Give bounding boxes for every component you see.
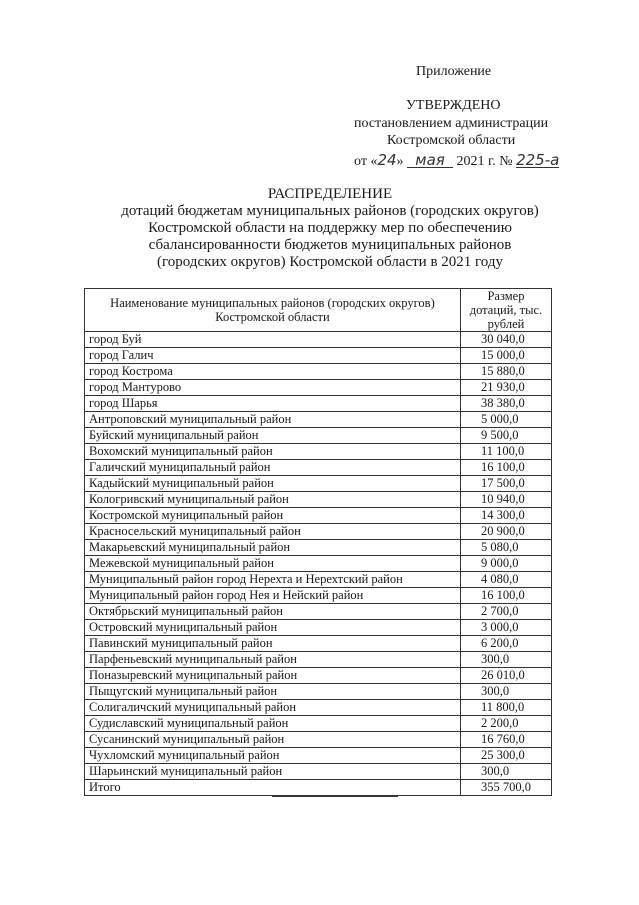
district-name-cell: Муниципальный район город Нея и Нейский район	[85, 588, 461, 604]
table-row	[85, 732, 552, 748]
subsidy-amount-cell: 9 500,0	[460, 428, 551, 444]
table-row	[85, 444, 552, 460]
authority-line: Костромской области	[387, 133, 516, 148]
subsidy-amount-cell: 2 200,0	[460, 716, 551, 732]
district-name-cell: Поназыревский муниципальный район	[85, 668, 461, 684]
table-row	[85, 556, 552, 572]
total-value: 355 700,0	[460, 780, 551, 796]
district-name-cell: Кадыйский муниципальный район	[85, 476, 461, 492]
handwritten-day: 24	[377, 151, 397, 169]
district-name-cell: Костромской муниципальный район	[85, 508, 461, 524]
subsidy-amount-cell: 14 300,0	[460, 508, 551, 524]
district-name-cell: Октябрьский муниципальный район	[85, 604, 461, 620]
table-row	[85, 524, 552, 540]
district-name-cell: город Буй	[85, 332, 461, 348]
title-line-1: дотаций бюджетам муниципальных районов (городских округов)	[121, 203, 539, 219]
subsidy-amount-cell: 26 010,0	[460, 668, 551, 684]
district-name-cell: Макарьевский муниципальный район	[85, 540, 461, 556]
table-row	[85, 700, 552, 716]
table-row	[85, 380, 552, 396]
table-row	[85, 636, 552, 652]
subsidy-distribution-table	[84, 288, 552, 796]
table-row	[85, 604, 552, 620]
subsidy-amount-cell: 300,0	[460, 764, 551, 780]
title-line-2: Костромской области на поддержку мер по обеспечению	[148, 220, 512, 236]
subsidy-amount-cell: 2 700,0	[460, 604, 551, 620]
table-row	[85, 476, 552, 492]
district-name-cell: Чухломский муниципальный район	[85, 748, 461, 764]
table-header-row	[85, 289, 552, 332]
handwritten-month: мая	[407, 154, 453, 168]
table-row	[85, 620, 552, 636]
district-name-cell: Межевской муниципальный район	[85, 556, 461, 572]
subsidy-amount-cell: 16 760,0	[460, 732, 551, 748]
total-label: Итого	[85, 780, 461, 796]
table-row	[85, 588, 552, 604]
subsidy-amount-cell: 25 300,0	[460, 748, 551, 764]
table-row	[85, 364, 552, 380]
district-name-cell: Красносельский муниципальный район	[85, 524, 461, 540]
subsidy-amount-cell: 11 100,0	[460, 444, 551, 460]
subsidy-amount-cell: 6 200,0	[460, 636, 551, 652]
district-name-cell: Вохомский муниципальный район	[85, 444, 461, 460]
subsidy-amount-cell: 3 000,0	[460, 620, 551, 636]
table-row	[85, 492, 552, 508]
table-row	[85, 716, 552, 732]
table-row	[85, 684, 552, 700]
subsidy-amount-cell: 30 040,0	[460, 332, 551, 348]
document-title-block	[60, 186, 600, 271]
subsidy-amount-cell: 16 100,0	[460, 460, 551, 476]
table-row	[85, 396, 552, 412]
document-title: РАСПРЕДЕЛЕНИЕ	[267, 186, 393, 202]
subsidy-amount-cell: 5 080,0	[460, 540, 551, 556]
district-name-cell: Солигаличский муниципальный район	[85, 700, 461, 716]
subsidy-amount-cell: 11 800,0	[460, 700, 551, 716]
district-name-cell: город Шарья	[85, 396, 461, 412]
table-row	[85, 748, 552, 764]
table-row	[85, 652, 552, 668]
appendix-label: Приложение	[416, 64, 492, 79]
subsidy-amount-cell: 15 000,0	[460, 348, 551, 364]
district-name-cell: Судиславский муниципальный район	[85, 716, 461, 732]
subsidy-amount-cell: 300,0	[460, 652, 551, 668]
subsidy-amount-cell: 21 930,0	[460, 380, 551, 396]
table-row	[85, 764, 552, 780]
table-row	[85, 460, 552, 476]
table-row	[85, 348, 552, 364]
table-row	[85, 508, 552, 524]
title-line-3: сбалансированности бюджетов муниципальных районов	[148, 237, 512, 253]
district-name-cell: Сусанинский муниципальный район	[85, 732, 461, 748]
subsidy-amount-cell: 9 000,0	[460, 556, 551, 572]
district-name-cell: Павинский муниципальный район	[85, 636, 461, 652]
closing-divider	[272, 796, 398, 797]
subsidy-amount-cell: 300,0	[460, 684, 551, 700]
header-subsidy-amount: Размер дотаций, тыс. рублей	[460, 289, 551, 332]
district-name-cell: город Галич	[85, 348, 461, 364]
district-name-cell: Парфеньевский муниципальный район	[85, 652, 461, 668]
approved-by-line: постановлением администрации	[354, 116, 549, 131]
handwritten-decree-number: 225-а	[516, 151, 560, 169]
table-row	[85, 332, 552, 348]
table-row	[85, 540, 552, 556]
table-row	[85, 428, 552, 444]
district-name-cell: город Мантурово	[85, 380, 461, 396]
district-name-cell: Галичский муниципальный район	[85, 460, 461, 476]
table-row	[85, 668, 552, 684]
district-name-cell: Пыщугский муниципальный район	[85, 684, 461, 700]
district-name-cell: Антроповский муниципальный район	[85, 412, 461, 428]
table-row	[85, 572, 552, 588]
district-name-cell: Кологривский муниципальный район	[85, 492, 461, 508]
table-total-row	[85, 780, 552, 796]
date-prefix: от «	[354, 154, 378, 169]
subsidy-amount-cell: 10 940,0	[460, 492, 551, 508]
header-district-name: Наименование муниципальных районов (городских округов) Костромской области	[85, 289, 461, 332]
date-day-close: »	[396, 154, 404, 169]
decree-date-line	[354, 152, 559, 170]
district-name-cell: Островский муниципальный район	[85, 620, 461, 636]
district-name-cell: город Кострома	[85, 364, 461, 380]
title-line-4: (городских округов) Костромской области в 2021 году	[156, 254, 504, 270]
subsidy-amount-cell: 20 900,0	[460, 524, 551, 540]
subsidy-amount-cell: 16 100,0	[460, 588, 551, 604]
subsidy-amount-cell: 17 500,0	[460, 476, 551, 492]
subsidy-amount-cell: 4 080,0	[460, 572, 551, 588]
subsidy-amount-cell: 5 000,0	[460, 412, 551, 428]
district-name-cell: Муниципальный район город Нерехта и Нерехтский район	[85, 572, 461, 588]
subsidy-amount-cell: 15 880,0	[460, 364, 551, 380]
district-name-cell: Шарьинский муниципальный район	[85, 764, 461, 780]
approved-label: УТВЕРЖДЕНО	[406, 98, 501, 113]
subsidy-amount-cell: 38 380,0	[460, 396, 551, 412]
table-row	[85, 412, 552, 428]
district-name-cell: Буйский муниципальный район	[85, 428, 461, 444]
date-year-number: 2021 г. №	[456, 154, 513, 169]
